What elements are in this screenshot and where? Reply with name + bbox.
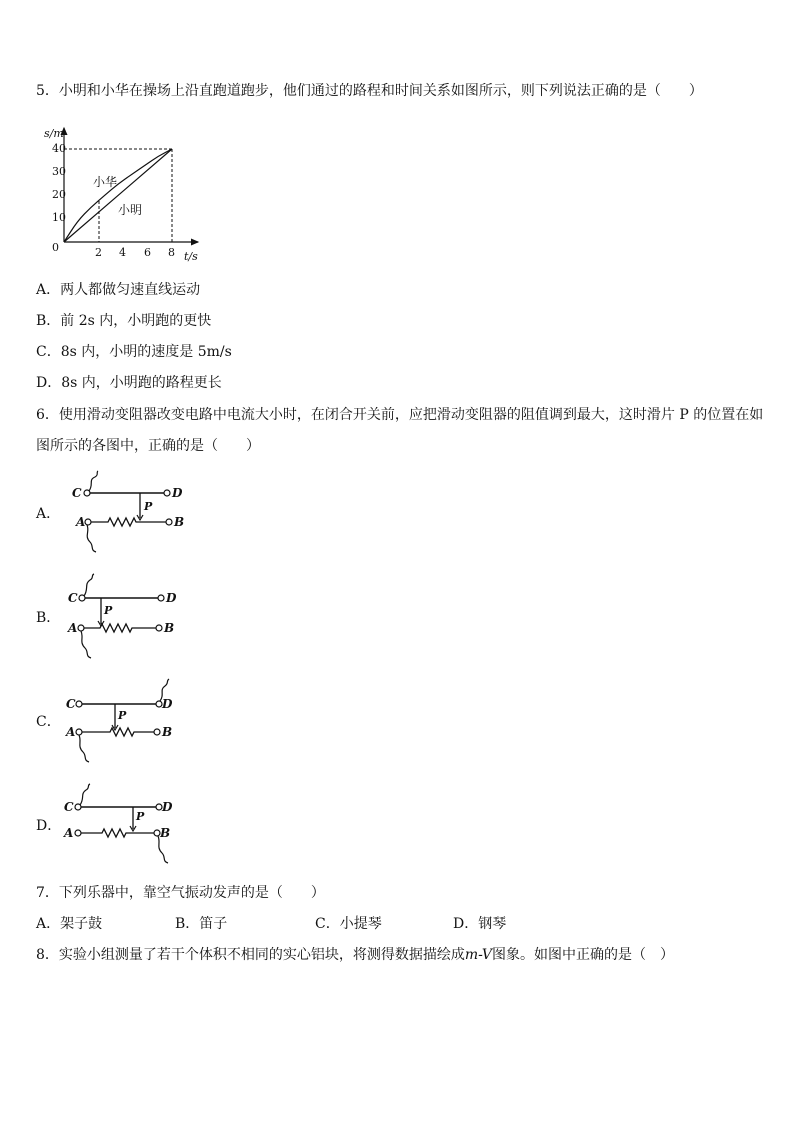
terminal-a-label: A <box>66 725 76 739</box>
terminal-c-label: C <box>64 800 74 814</box>
terminal-d-label: D <box>172 486 183 500</box>
q6-stem-line1: 6．使用滑动变阻器改变电路中电流大小时，在闭合开关前，应把滑动变阻器的阻值调到最大，这时滑片 P 的位置在如 <box>36 407 764 423</box>
q8-stem-after: 图象。如图中正确的是（ ） <box>492 947 675 963</box>
x-axis-label: t/s <box>184 250 198 263</box>
q6-option-c-diagram <box>62 678 182 768</box>
terminal-b-label: B <box>164 621 175 635</box>
curve-label-xiaoming: 小明 <box>118 203 143 217</box>
terminal-b-label: B <box>160 826 171 840</box>
slider-p-label: P <box>104 604 113 617</box>
terminal-b <box>166 519 172 525</box>
terminal-d-label: D <box>162 800 173 814</box>
terminal-b <box>154 729 160 735</box>
terminal-a <box>78 625 84 631</box>
terminal-c-label: C <box>66 697 76 711</box>
y-tick-10: 10 <box>52 211 66 224</box>
q8-stem-before: 8．实验小组测量了若干个体积不相同的实心铝块，将测得数据描绘成 <box>36 947 465 963</box>
q7-option-c[interactable]: C．小提琴 <box>315 916 382 932</box>
y-axis-label: s/m <box>44 127 64 140</box>
q8-stem-math: m-V <box>464 947 493 963</box>
q5-option-a[interactable]: A．两人都做匀速直线运动 <box>36 282 201 298</box>
q6-option-a-letter[interactable]: A． <box>36 506 61 522</box>
terminal-d-label: D <box>162 697 173 711</box>
slider-p-label: P <box>118 709 127 722</box>
q7-option-d[interactable]: D．钢琴 <box>453 916 507 932</box>
q7-option-b[interactable]: B．笛子 <box>175 916 228 932</box>
terminal-c-label: C <box>72 486 82 500</box>
origin-label: 0 <box>52 241 59 254</box>
q6-option-c-letter[interactable]: C． <box>36 714 61 730</box>
q6-option-b-diagram <box>64 572 184 664</box>
wire-lead-c <box>89 471 98 491</box>
q7-option-a[interactable]: A．架子鼓 <box>36 916 103 932</box>
x-tick-8: 8 <box>168 246 175 259</box>
wire-lead-a <box>81 631 91 658</box>
resistance-coil <box>81 829 154 837</box>
curve-label-xiaohua: 小华 <box>93 175 118 189</box>
q6-option-a-diagram <box>68 470 188 560</box>
y-tick-40: 40 <box>52 142 66 155</box>
y-tick-20: 20 <box>52 188 66 201</box>
q6-option-d-diagram <box>60 782 184 872</box>
resistance-coil <box>84 624 156 632</box>
q5-st-graph <box>40 120 210 265</box>
terminal-a <box>76 729 82 735</box>
wire-lead-a <box>87 525 96 552</box>
terminal-d <box>164 490 170 496</box>
resistance-coil <box>91 518 166 526</box>
x-tick-6: 6 <box>144 246 151 259</box>
slider-p-label: P <box>144 500 153 513</box>
series-xiaoming-line <box>64 149 172 242</box>
terminal-b <box>156 625 162 631</box>
q6-stem-line2: 图所示的各图中，正确的是（ ） <box>36 438 260 454</box>
terminal-a-label: A <box>64 826 74 840</box>
terminal-a-label: A <box>68 621 78 635</box>
wire-lead-b <box>158 836 168 863</box>
y-tick-30: 30 <box>52 165 66 178</box>
terminal-b-label: B <box>174 515 185 529</box>
q5-stem: 5．小明和小华在操场上沿直跑道跑步，他们通过的路程和时间关系如图所示，则下列说法正确的是（ ） <box>36 83 703 99</box>
x-tick-4: 4 <box>119 246 126 259</box>
wire-lead-c <box>80 784 90 805</box>
terminal-a <box>85 519 91 525</box>
q6-option-d-letter[interactable]: D． <box>36 818 62 834</box>
terminal-a-label: A <box>76 515 86 529</box>
q5-option-b[interactable]: B．前 2s 内，小明跑的更快 <box>36 313 212 329</box>
terminal-c <box>76 701 82 707</box>
terminal-d-label: D <box>166 591 177 605</box>
terminal-b-label: B <box>162 725 173 739</box>
x-tick-2: 2 <box>95 246 102 259</box>
q7-stem: 7．下列乐器中，靠空气振动发声的是（ ） <box>36 885 325 901</box>
q5-option-d[interactable]: D．8s 内，小明跑的路程更长 <box>36 375 222 391</box>
q6-option-b-letter[interactable]: B． <box>36 610 61 626</box>
terminal-c-label: C <box>68 591 78 605</box>
q5-option-c[interactable]: C．8s 内，小明的速度是 5m/s <box>36 344 232 360</box>
slider-p-label: P <box>136 810 145 823</box>
terminal-d <box>158 595 164 601</box>
wire-lead-a <box>79 735 89 762</box>
terminal-a <box>75 830 81 836</box>
wire-lead-c <box>84 574 94 596</box>
q8-stem <box>36 946 674 964</box>
resistance-coil <box>82 728 154 736</box>
